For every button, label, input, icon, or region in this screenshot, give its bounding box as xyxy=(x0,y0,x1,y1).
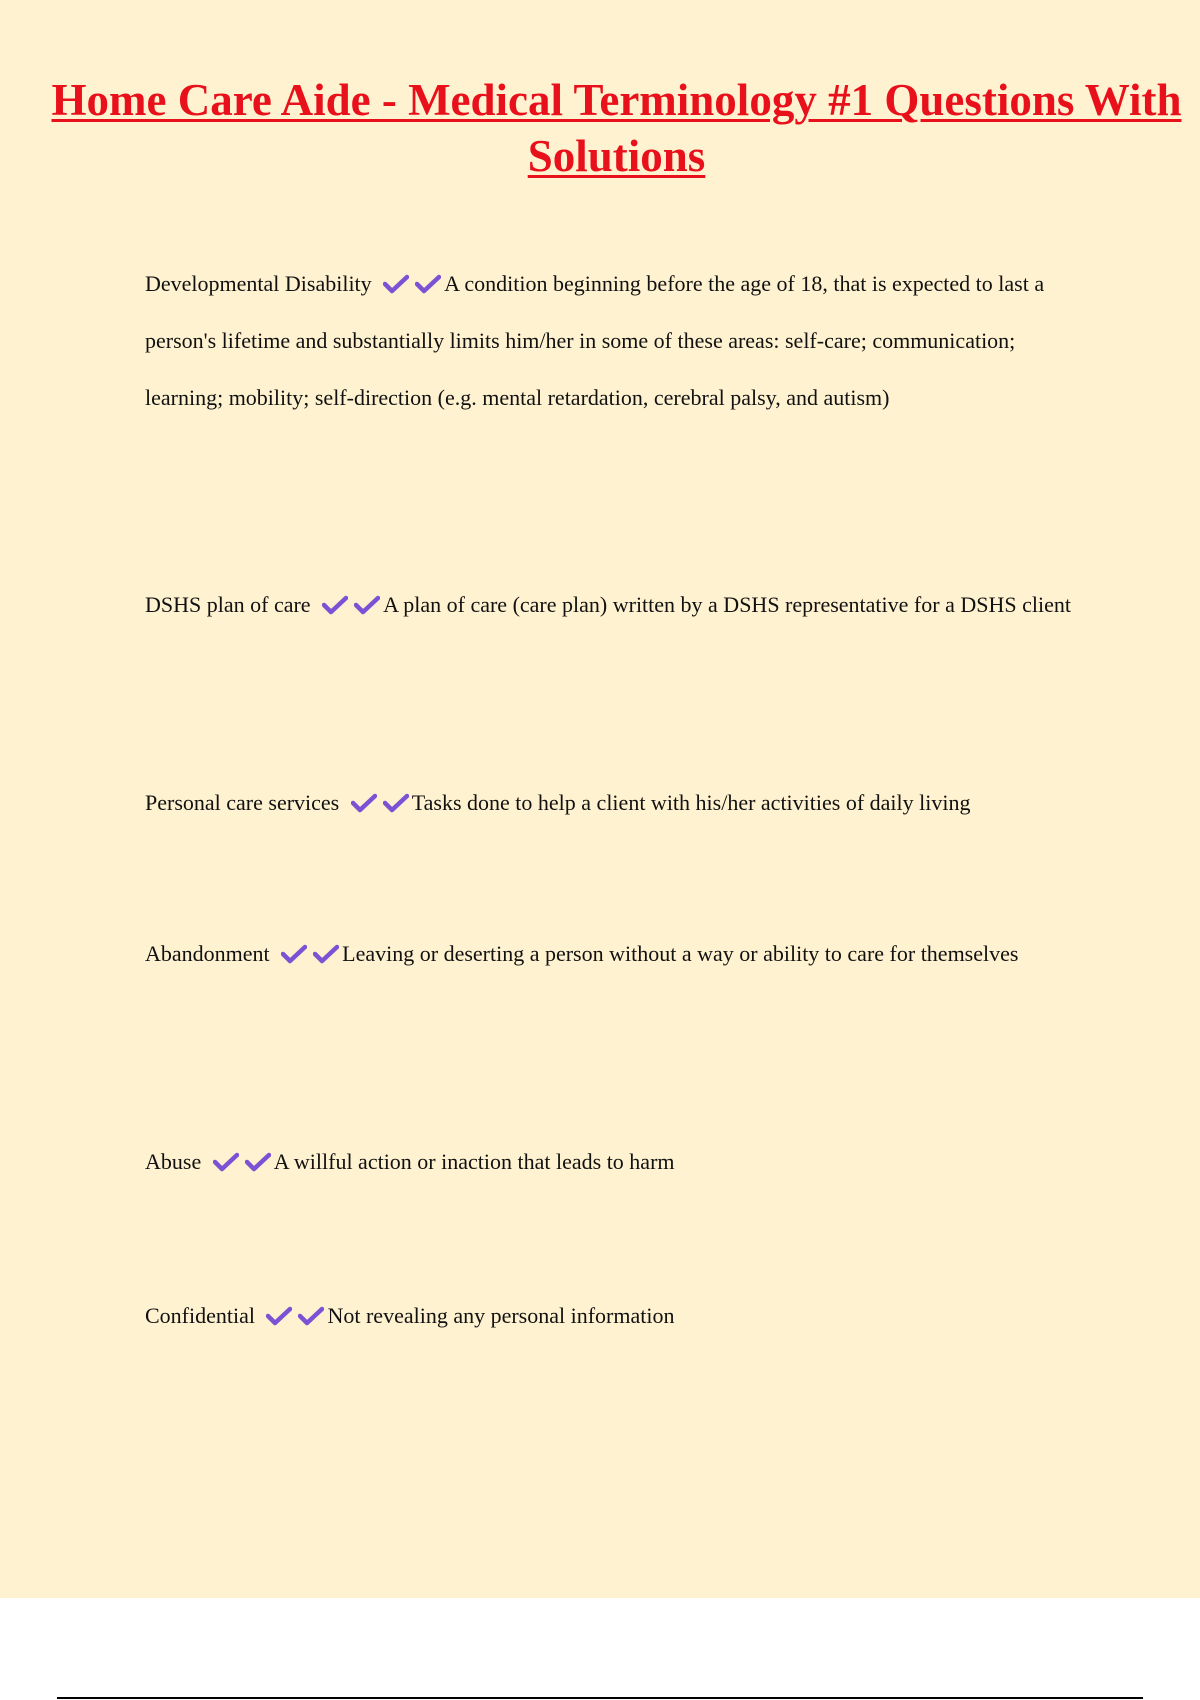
document-title: Home Care Aide - Medical Terminology #1 Questions With Solutions xyxy=(51,75,1182,181)
check-icon xyxy=(245,1152,271,1172)
term-text: Abuse xyxy=(145,1149,202,1174)
footer-divider xyxy=(57,1697,1143,1699)
check-icon xyxy=(266,1306,292,1326)
definition-text: Tasks done to help a client with his/her activities of daily living xyxy=(411,790,971,815)
term-text: Confidential xyxy=(145,1303,255,1328)
term-text: Abandonment xyxy=(145,941,270,966)
term-text: Developmental Disability xyxy=(145,271,372,296)
definition-text: A condition beginning before the age of 18, that is expected to last a person's lifetime and substantially limits him/her in some of these areas: self-care; communication; learning; mobility; self-direction (e.g. mental retardation, cerebral palsy, and autism) xyxy=(145,271,1045,410)
glossary-entry xyxy=(145,924,1095,984)
glossary-entry xyxy=(145,783,1095,823)
check-icon xyxy=(383,793,409,813)
glossary-entry xyxy=(145,255,1095,426)
definition-text: A plan of care (care plan) written by a DSHS representative for a DSHS client xyxy=(383,592,1071,617)
definition-text: Leaving or deserting a person without a way or ability to care for themselves xyxy=(342,941,1019,966)
term-text: Personal care services xyxy=(145,790,340,815)
definition-text: A willful action or inaction that leads to harm xyxy=(273,1149,675,1174)
definition-text: Not revealing any personal information xyxy=(327,1303,675,1328)
check-icon xyxy=(415,274,441,294)
check-icon xyxy=(322,595,348,615)
term-text: DSHS plan of care xyxy=(145,592,311,617)
check-icon xyxy=(313,944,339,964)
glossary-entry xyxy=(145,575,1095,635)
check-icon xyxy=(213,1152,239,1172)
check-icon xyxy=(281,944,307,964)
glossary-entry xyxy=(145,1142,1095,1182)
check-icon xyxy=(298,1306,324,1326)
glossary-entry xyxy=(145,1296,1095,1336)
check-icon xyxy=(383,274,409,294)
check-icon xyxy=(351,793,377,813)
check-icon xyxy=(354,595,380,615)
